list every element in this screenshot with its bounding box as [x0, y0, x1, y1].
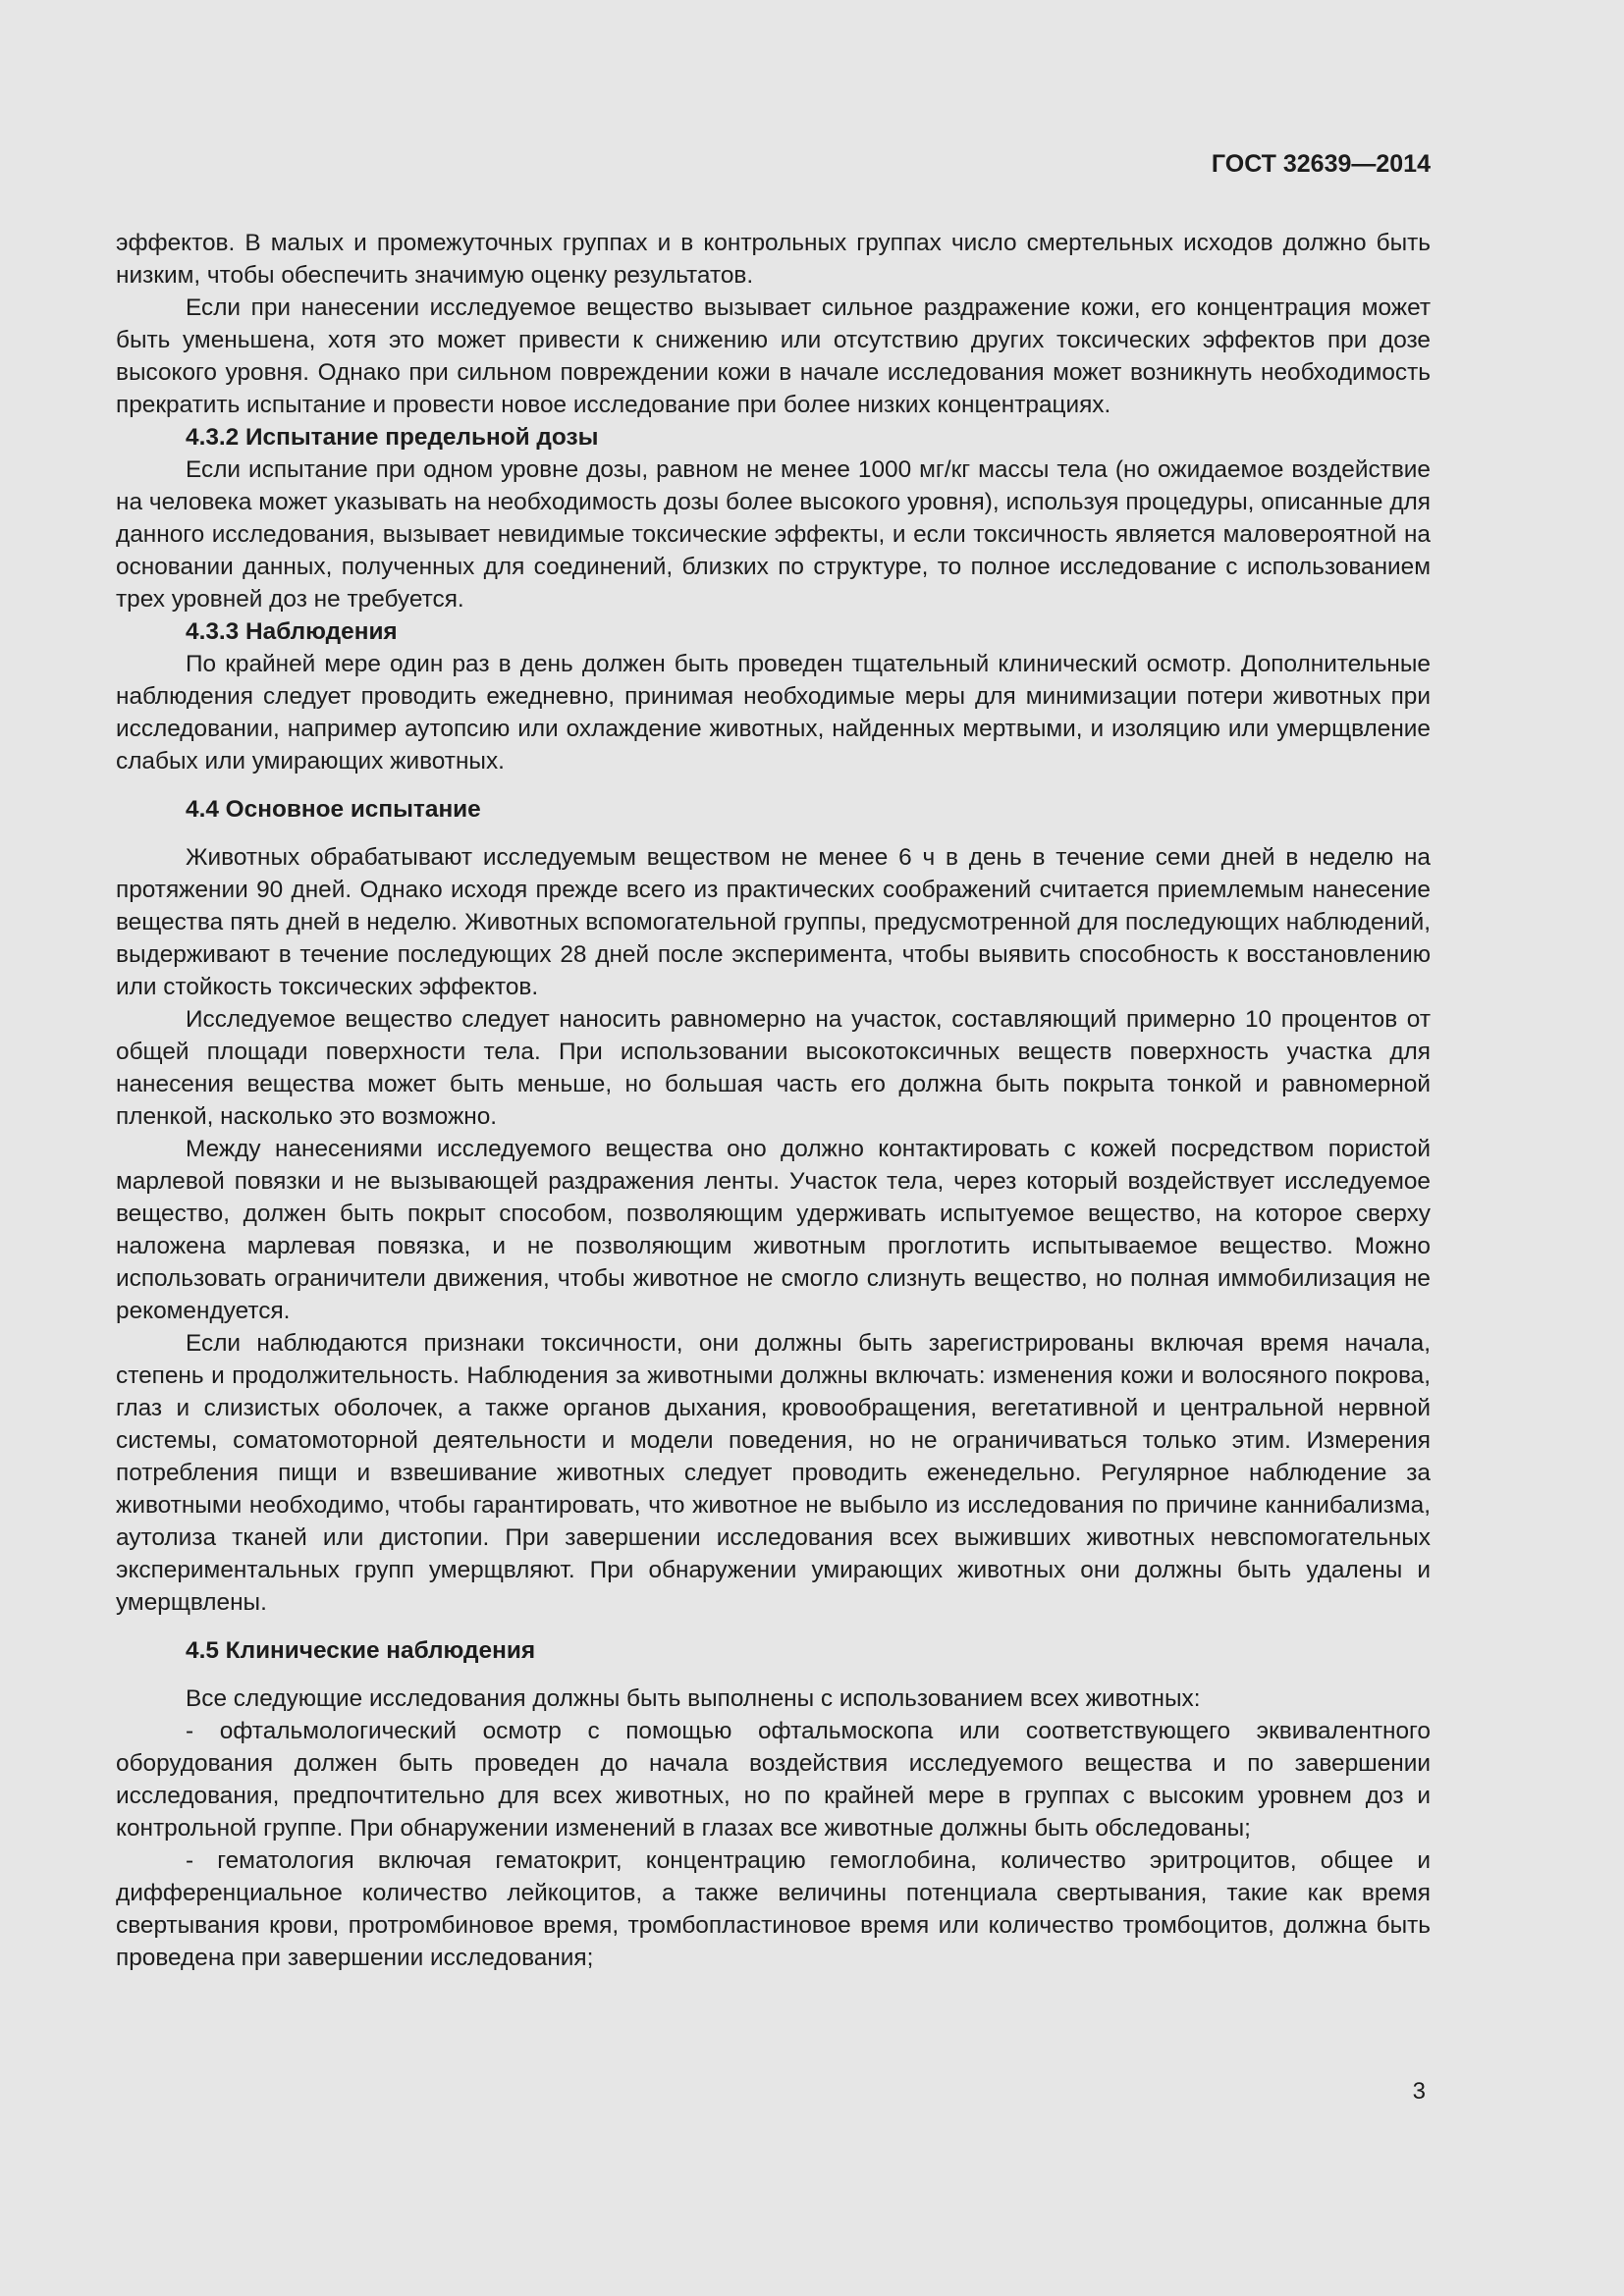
page-number: 3	[1412, 2078, 1426, 2105]
list-item-hematology: - гематология включая гематокрит, концентрацию гемоглобина, количество эритроцитов, общее и дифференциальное количество лейкоцитов, а также величины потенциала свертывания, такие как время свертывания крови, протромбиновое время, тромбопластиновое время или количество тромбоцитов, должна быть проведена при завершении исследования;	[116, 1847, 1431, 1971]
paragraph-continuation: эффектов. В малых и промежуточных группах и в контрольных группах число смертельных исходов должно быть низким, чтобы обеспечить значимую оценку результатов.	[116, 230, 1431, 289]
document-body	[116, 227, 1431, 1974]
list-item-ophthalmology: - офтальмологический осмотр с помощью офтальмоскопа или соответствующего эквивалентного оборудования должен быть проведен до начала воздействия исследуемого вещества и по завершении исследования, предпочтительно для всех животных, но по крайней мере в группах с высоким уровнем доз и контрольной группе. При обнаружении изменений в глазах все животные должны быть обследованы;	[116, 1718, 1431, 1842]
paragraph-toxicity-signs: Если наблюдаются признаки токсичности, они должны быть зарегистрированы включая время начала, степень и продолжительность. Наблюдения за животными должны включать: изменения кожи и волосяного покрова, глаз и слизистых оболочек, а также органов дыхания, кровообращения, вегетативной и центральной нервной системы, соматомоторной деятельности и модели поведения, но не ограничиваться только этим. Измерения потребления пищи и взвешивание животных следует проводить еженедельно. Регулярное наблюдение за животными необходимо, чтобы гарантировать, что животное не выбыло из исследования по причине каннибализма, аутолиза тканей или дистопии. При завершении исследования всех выживших животных невспомогательных экспериментальных групп умерщвляют. При обнаружении умирающих животных они должны быть удалены и умерщвлены.	[116, 1330, 1431, 1616]
paragraph-gauze-dressing: Между нанесениями исследуемого вещества оно должно контактировать с кожей посредством пористой марлевой повязки и не вызывающей раздражения ленты. Участок тела, через который воздействует исследуемое вещество, должен быть покрыт способом, позволяющим удерживать испытуемое вещество, на которое сверху наложена марлевая повязка, и не позволяющим животным проглотить испытываемое вещество. Можно использовать ограничители движения, чтобы животное не смогло слизнуть вещество, но полная иммобилизация не рекомендуется.	[116, 1136, 1431, 1324]
heading-4-3-3: 4.3.3 Наблюдения	[186, 618, 398, 645]
heading-4-5: 4.5 Клинические наблюдения	[186, 1637, 536, 1664]
paragraph-clinical-intro: Все следующие исследования должны быть выполнены с использованием всех животных:	[186, 1685, 1201, 1712]
document-header	[116, 147, 1431, 181]
paragraph-observations: По крайней мере один раз в день должен быть проведен тщательный клинический осмотр. Дополнительные наблюдения следует проводить ежедневно, принимая необходимые меры для минимизации потери животных при исследовании, например аутопсию или охлаждение животных, найденных мертвыми, и изоляцию или умерщвление слабых или умирающих животных.	[116, 651, 1431, 774]
paragraph-main-exposure: Животных обрабатывают исследуемым веществом не менее 6 ч в день в течение семи дней в неделю на протяжении 90 дней. Однако исходя прежде всего из практических соображений считается приемлемым нанесение вещества пять дней в неделю. Животных вспомогательной группы, предусмотренной для последующих наблюдений, выдерживают в течение последующих 28 дней после эксперимента, чтобы выявить способность к восстановлению или стойкость токсических эффектов.	[116, 844, 1431, 1000]
paragraph-irritation: Если при нанесении исследуемое вещество вызывает сильное раздражение кожи, его концентрация может быть уменьшена, хотя это может привести к снижению или отсутствию других токсических эффектов при дозе высокого уровня. Однако при сильном повреждении кожи в начале исследования может возникнуть необходимость прекратить испытание и провести новое исследование при более низких концентрациях.	[116, 294, 1431, 418]
standard-code: ГОСТ 32639—2014	[1211, 150, 1431, 178]
paragraph-limit-dose: Если испытание при одном уровне дозы, равном не менее 1000 мг/кг массы тела (но ожидаемое воздействие на человека может указывать на необходимость дозы более высокого уровня), используя процедуры, описанные для данного исследования, вызывает невидимые токсические эффекты, и если токсичность является маловероятной на основании данных, полученных для соединений, близких по структуре, то полное исследование с использованием трех уровней доз не требуется.	[116, 456, 1431, 613]
heading-4-4: 4.4 Основное испытание	[186, 796, 481, 823]
paragraph-application-area: Исследуемое вещество следует наносить равномерно на участок, составляющий примерно 10 процентов от общей площади поверхности тела. При использовании высокотоксичных веществ поверхность участка для нанесения вещества может быть меньше, но большая часть его должна быть покрыта тонкой и равномерной пленкой, насколько это возможно.	[116, 1006, 1431, 1130]
heading-4-3-2: 4.3.2 Испытание предельной дозы	[186, 424, 599, 451]
